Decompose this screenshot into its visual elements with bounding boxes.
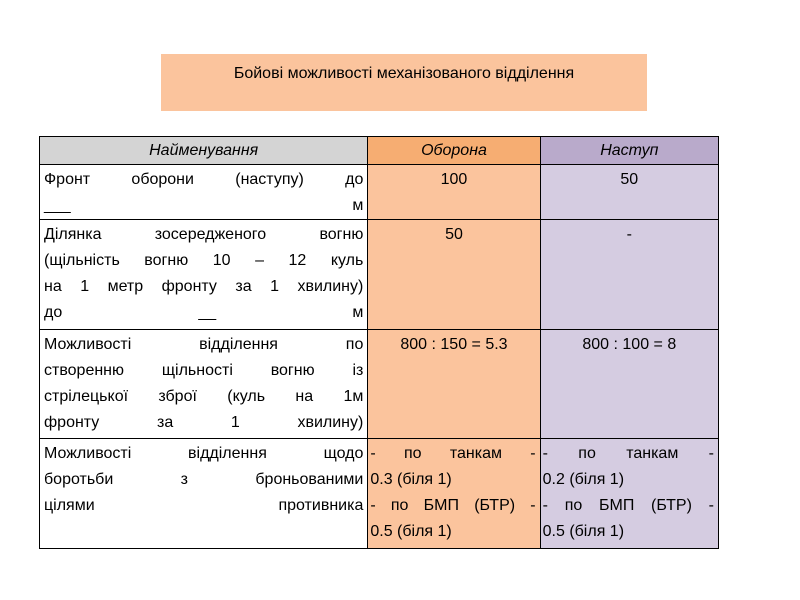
row-name-line: ___ м	[44, 197, 364, 214]
row-name-line: цілями противника	[44, 497, 364, 514]
defense-cell	[368, 439, 540, 549]
row-name-cell	[40, 330, 368, 439]
row-name-line: Ділянка зосередженого вогню	[44, 226, 364, 243]
attack-line: 0.2 (біля 1)	[542, 471, 625, 488]
defense-line: 0.3 (біля 1)	[370, 471, 452, 488]
slide-title	[161, 54, 647, 111]
row-name-line: боротьби з броньованими	[44, 471, 364, 488]
row-name-line: Можливості відділення по	[44, 336, 364, 353]
row-name-cell	[40, 439, 368, 549]
header-attack: Наступ	[540, 137, 718, 165]
header-name: Найменування	[40, 137, 368, 165]
slide-title-text: Бойові можливості механізованого відділення	[233, 65, 575, 82]
attack-cell: 50	[540, 165, 718, 220]
table-row	[40, 165, 719, 220]
row-name-line: Фронт оборони (наступу) до	[44, 171, 364, 188]
defense-cell: 100	[368, 165, 540, 220]
attack-cell	[540, 439, 718, 549]
defense-line: - по БМП (БТР) -	[370, 497, 536, 514]
table-row	[40, 220, 719, 330]
row-name-line: (щільність вогню 10 – 12 куль	[44, 252, 364, 269]
attack-cell: -	[540, 220, 718, 330]
table-row	[40, 330, 719, 439]
row-name-line: фронту за 1 хвилину)	[44, 414, 364, 431]
defense-line: - по танкам -	[370, 445, 536, 462]
row-name-line: Можливості відділення щодо	[44, 445, 364, 462]
row-name-line: до __ м	[44, 304, 364, 321]
table-row	[40, 439, 719, 549]
row-name-line: стрілецької зброї (куль на 1м	[44, 388, 364, 405]
defense-line: 0.5 (біля 1)	[370, 523, 452, 540]
row-name-line: на 1 метр фронту за 1 хвилину)	[44, 278, 364, 295]
row-name-cell	[40, 165, 368, 220]
row-name-cell	[40, 220, 368, 330]
table-header-row	[40, 137, 719, 165]
header-defense: Оборона	[368, 137, 540, 165]
attack-line: - по БМП (БТР) -	[542, 497, 714, 514]
attack-line: 0.5 (біля 1)	[542, 523, 625, 540]
row-name-line: створенню щільності вогню із	[44, 362, 364, 379]
attack-cell: 800 : 100 = 8	[540, 330, 718, 439]
attack-line: - по танкам -	[542, 445, 714, 462]
capabilities-table	[39, 136, 719, 549]
defense-cell: 800 : 150 = 5.3	[368, 330, 540, 439]
defense-cell: 50	[368, 220, 540, 330]
